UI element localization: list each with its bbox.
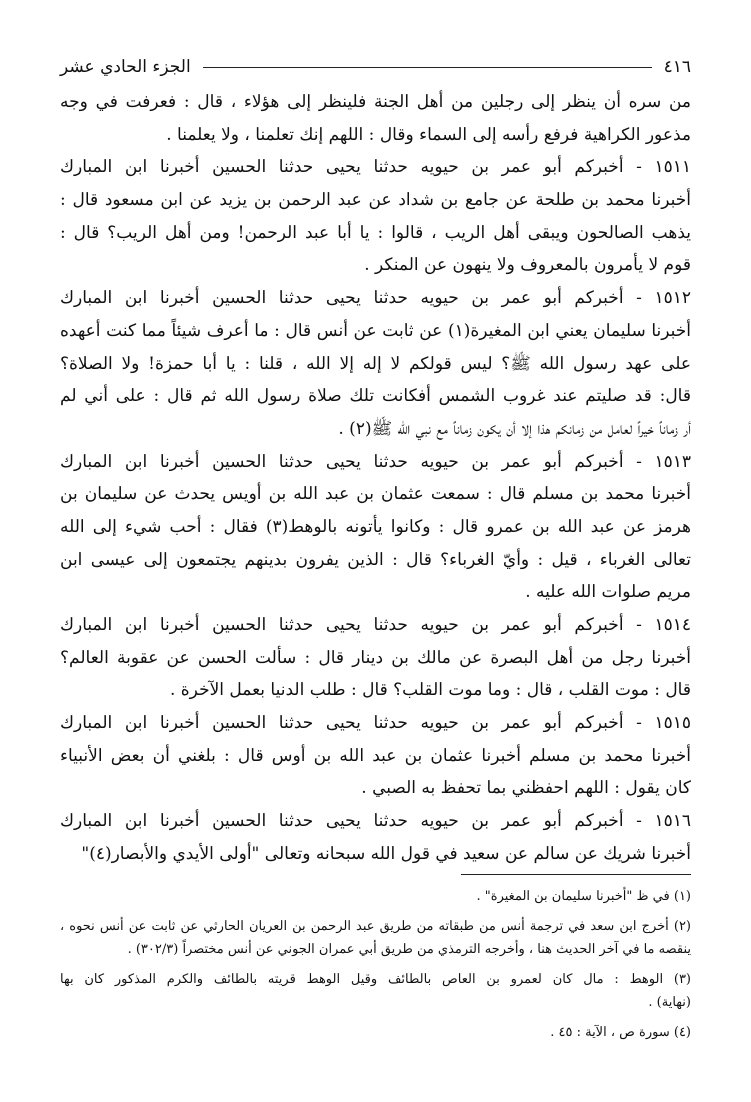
text-line: ١٥١٣ - أخبركم أبو عمر بن حيويه حدثنا يحيى حدثنا الحسين أخبرنا ابن المبارك bbox=[60, 451, 691, 472]
text-line: ١٥١١ - أخبركم أبو عمر بن حيويه حدثنا يحيى حدثنا الحسين أخبرنا ابن المبارك bbox=[60, 157, 691, 178]
text-line: قال: قد صليتم عند غروب الشمس أفكانت تلك صلاة رسول الله ثم قال : على أني لم bbox=[60, 386, 691, 407]
text-line: ١٥١٥ - أخبركم أبو عمر بن حيويه حدثنا يحيى حدثنا الحسين أخبرنا ابن المبارك bbox=[60, 713, 691, 734]
footnote-rule bbox=[461, 874, 691, 875]
body-text bbox=[60, 86, 691, 871]
text-line: أخبرنا محمد بن مسلم قال : سمعت عثمان بن عبد الله بن أويس يحدث عن سليمان بن bbox=[60, 484, 691, 505]
text-line: من سره أن ينظر إلى رجلين من أهل الجنة فلينظر إلى هؤلاء ، قال : فعرفت في وجه bbox=[60, 92, 691, 112]
text-line: على عهد رسول الله ﷺ؟ ليس قولكم لا إله إلا الله ، قلنا : يا أبا حمزة! ولا الصلاة؟ bbox=[60, 353, 691, 374]
footnote-line: (٣) الوهط : مال كان لعمرو بن العاص بالطائف وقيل الوهط قريته بالطائف والكرم المذكور كان بها bbox=[60, 971, 691, 987]
text-line: أخبرنا رجل من أهل البصرة عن مالك بن دينار قال : سألت الحسن عن عقوبة العالم؟ bbox=[60, 647, 691, 668]
footnote-line: (نهاية) . bbox=[648, 995, 691, 1010]
footnote-line: ينقصه ما في آخر الحديث هنا ، وأخرجه الترمذي من طريق أبي عمران الجوني عن أنس مختصراً (٣٠٢/٣) . bbox=[127, 942, 691, 957]
text-line: أخبرنا سليمان يعني ابن المغيرة(١) عن ثابت عن أنس قال : ما أعرف شيئاً مما كنت أعهده bbox=[60, 320, 691, 341]
text-line: هرمز عن عبد الله بن عمرو قال : وكانوا يأتونه بالوهط(٣) فقال : أحب شيء إلى الله bbox=[60, 516, 691, 537]
text-line: أخبرنا محمد بن طلحة عن جامع بن شداد عن عبد الرحمن بن يزيد عن ابن مسعود قال : bbox=[60, 190, 691, 211]
footnote bbox=[60, 1021, 691, 1045]
text-line: قال : موت القلب ، قال : وما موت القلب؟ قال : طلب الدنيا بعمل الآخرة . bbox=[169, 680, 691, 701]
page bbox=[60, 52, 691, 871]
text-line: أخبرنا شريك عن سالم عن سعيد في قول الله سبحانه وتعالى "أولى الأيدي والأبصار(٤)" bbox=[81, 843, 691, 864]
footnote-line: (٤) سورة ص ، الآية : ٤٥ . bbox=[550, 1024, 691, 1040]
footnote-line: (١) في ظ "أخبرنا سليمان بن المغيرة" . bbox=[476, 889, 691, 904]
text-line: ١٥١٢ - أخبركم أبو عمر بن حيويه حدثنا يحيى حدثنا الحسين أخبرنا ابن المبارك bbox=[60, 288, 691, 309]
text-line: ١٥١٤ - أخبركم أبو عمر بن حيويه حدثنا يحيى حدثنا الحسين أخبرنا ابن المبارك bbox=[60, 615, 691, 635]
text-line: مذعور الكراهية فرفع رأسه إلى السماء وقال : اللهم إنك تعلمنا ، ولا يعلمنا . bbox=[166, 124, 691, 145]
footnote bbox=[60, 885, 691, 909]
footnote bbox=[60, 968, 691, 1015]
text-line: قوم لا يأمرون بالمعروف ولا ينهون عن المنكر . bbox=[364, 255, 691, 276]
running-header bbox=[60, 52, 691, 82]
page-number: ٤١٦ bbox=[663, 57, 691, 77]
footnote-list bbox=[60, 885, 691, 1044]
text-line: أر زماناً خيراً لعامل من زمانكم هذا إلا أن يكون زماناً مع نبي الله ﷺ(٢) . bbox=[338, 418, 691, 439]
text-line: يذهب الصالحون ويبقى أهل الريب ، قالوا : يا أبا عبد الرحمن! ومن أهل الريب؟ قال : bbox=[60, 222, 691, 243]
text-line: كان يقول : اللهم احفظني بما تحفظ به الصبي . bbox=[361, 778, 691, 799]
text-line: ١٥١٦ - أخبركم أبو عمر بن حيويه حدثنا يحيى حدثنا الحسين أخبرنا ابن المبارك bbox=[60, 811, 691, 832]
footnotes bbox=[60, 874, 691, 1044]
text-line: أخبرنا محمد بن مسلم أخبرنا عثمان بن عبد الله بن أوس قال : بلغني أن بعض الأنبياء bbox=[60, 745, 691, 766]
header-rule bbox=[203, 67, 652, 68]
text-line: مريم صلوات الله عليه . bbox=[525, 582, 691, 603]
part-title: الجزء الحادي عشر bbox=[60, 57, 191, 77]
footnote bbox=[60, 915, 691, 962]
text-line: تعالى الغرباء ، قيل : وأيّ الغرباء؟ قال : الذين يفرون بدينهم يجتمعون إلى عيسى ابن bbox=[60, 549, 691, 570]
footnote-line: (٢) أخرج ابن سعد في ترجمة أنس من طبقاته من طريق عبد الرحمن بن العريان الحارثي عن ثابت عن أنس نحوه ، bbox=[60, 918, 691, 934]
